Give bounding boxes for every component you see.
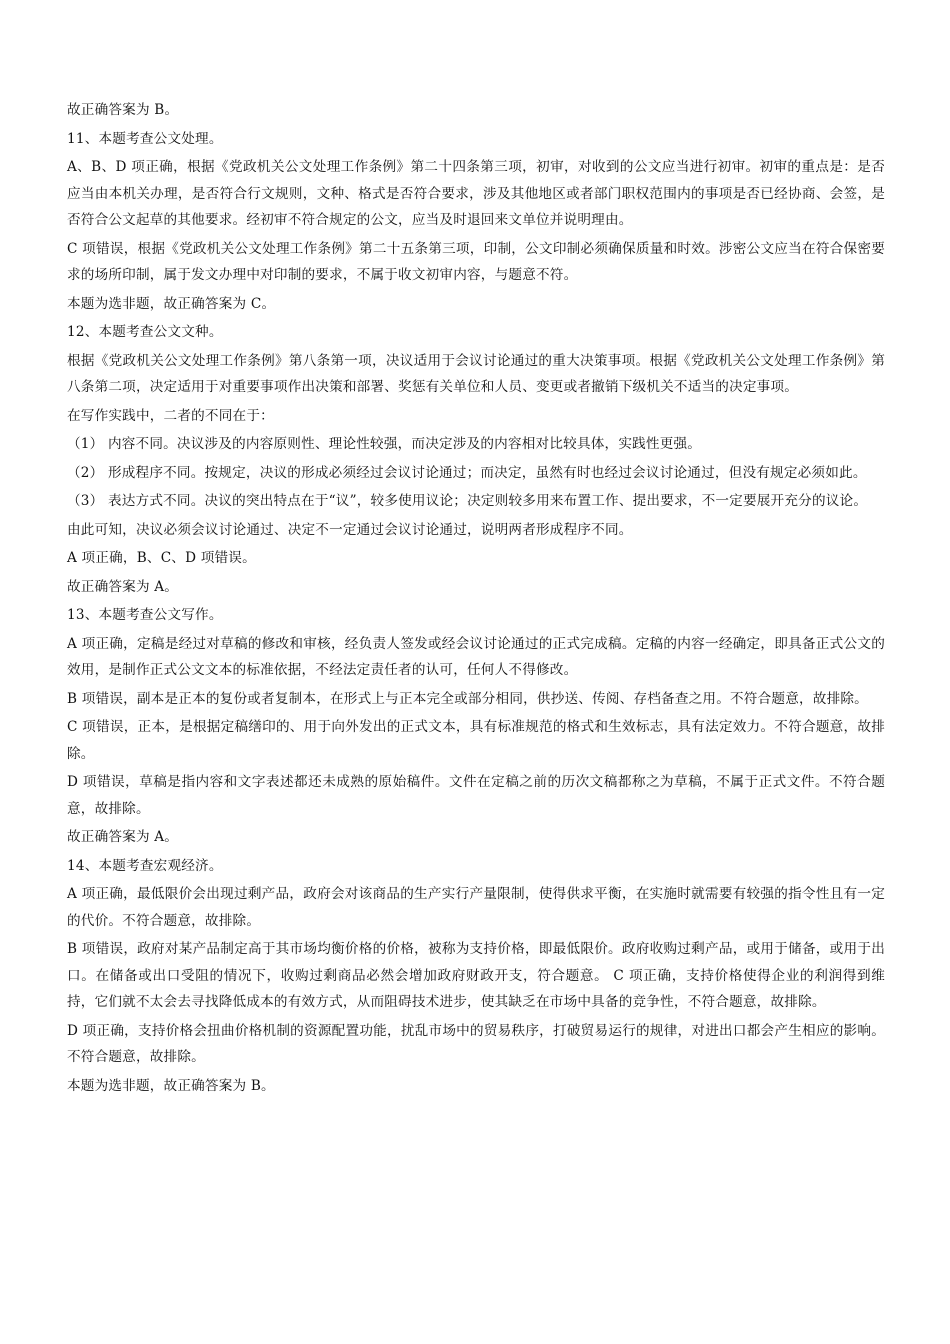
question-12-heading: 12、本题考查公文文种。	[67, 324, 223, 340]
paragraph: D 项正确，支持价格会扭曲价格机制的资源配置功能，扰乱市场中的贸易秩序，打破贸易运行的规律，对进出口都会产生相应的影响。不符合题意，故排除。	[67, 1022, 885, 1065]
answer-line: 本题为选非题，故正确答案为 C。	[67, 295, 276, 312]
paragraph: B 项错误，副本是正本的复份或者复制本，在形式上与正本完全或部分相同，供抄送、传阅、存档备查之用。不符合题意，故排除。	[67, 690, 868, 707]
question-11-heading: 11、本题考查公文处理。	[67, 130, 223, 147]
paragraph: 在写作实践中，二者的不同在于：	[67, 407, 274, 424]
answer-line: 故正确答案为 B。	[67, 102, 179, 118]
paragraph: D 项错误，草稿是指内容和文字表述都还未成熟的原始稿件。文件在定稿之前的历次文稿都称之为草稿，不属于正式文件。不符合题意，故排除。	[67, 774, 885, 817]
paragraph: B 项错误，政府对某产品制定高于其市场均衡价格的价格，被称为支持价格，即最低限价。政府收购过剩产品，或用于储备，或用于出口。在储备或出口受阻的情况下，收购过剩商品必然会增加政府财政开支，符合题意。 C 项正确，支持价格使得企业的利润得到维持，它们就不太会去寻找降低成本的有效方式，从而阻碍技术进步，使其缺乏在市场中具备的竞争性，不符合题意，故排除。	[67, 941, 885, 1010]
answer-line: 故正确答案为 A。	[67, 578, 179, 595]
list-item: （1） 内容不同。决议涉及的内容原则性、理论性较强，而决定涉及的内容相对比较具体，实践性更强。	[67, 436, 702, 452]
list-item: （3） 表达方式不同。决议的突出特点在于“议”，较多使用议论；决定则较多用来布置工作、提出要求，不一定要展开充分的议论。	[67, 493, 868, 509]
question-13-heading: 13、本题考查公文写作。	[67, 607, 223, 623]
paragraph: C 项错误，正本，是根据定稿缮印的、用于向外发出的正式文本，具有标准规范的格式和生效标志，具有法定效力。不符合题意，故排除。	[67, 719, 885, 762]
paragraph: C 项错误，根据《党政机关公文处理工作条例》第二十五条第三项，印制，公文印制必须确保质量和时效。涉密公文应当在符合保密要求的场所印制，属于发文办理中对印制的要求，不属于收文初审内容，与题意不符。	[67, 240, 885, 283]
paragraph: 由此可知，决议必须会议讨论通过、决定不一定通过会议讨论通过，说明两者形成程序不同。	[67, 521, 633, 538]
list-item: （2） 形成程序不同。按规定，决议的形成必须经过会议讨论通过；而决定，虽然有时也经过会议讨论通过，但没有规定必须如此。	[67, 464, 867, 481]
document-page	[67, 97, 885, 1101]
answer-line: 故正确答案为 A。	[67, 829, 179, 845]
paragraph: A、B、D 项正确，根据《党政机关公文处理工作条例》第二十四条第三项，初审，对收到的公文应当进行初审。初审的重点是：是否应当由本机关办理，是否符合行文规则，文种、格式是否符合要求，涉及其他地区或者部门职权范围内的事项是否已经协商、会签，是否符合公文起草的其他要求。经初审不符合规定的公文，应当及时退回来文单位并说明理由。	[67, 159, 885, 228]
paragraph: A 项正确，B、C、D 项错误。	[67, 550, 256, 566]
paragraph: 根据《党政机关公文处理工作条例》第八条第一项，决议适用于会议讨论通过的重大决策事项。根据《党政机关公文处理工作条例》第八条第二项，决定适用于对重要事项作出决策和部署、奖惩有关单位和人员、变更或者撤销下级机关不适当的决定事项。	[67, 352, 885, 395]
answer-line: 本题为选非题，故正确答案为 B。	[67, 1077, 275, 1094]
paragraph: A 项正确，最低限价会出现过剩产品，政府会对该商品的生产实行产量限制，使得供求平衡，在实施时就需要有较强的指令性且有一定的代价。不符合题意，故排除。	[67, 886, 885, 929]
question-14-heading: 14、本题考查宏观经济。	[67, 857, 223, 874]
paragraph: A 项正确，定稿是经过对草稿的修改和审核，经负责人签发或经会议讨论通过的正式完成稿。定稿的内容一经确定，即具备正式公文的效用，是制作正式公文文本的标准依据，不经法定责任者的认可，任何人不得修改。	[67, 635, 885, 678]
